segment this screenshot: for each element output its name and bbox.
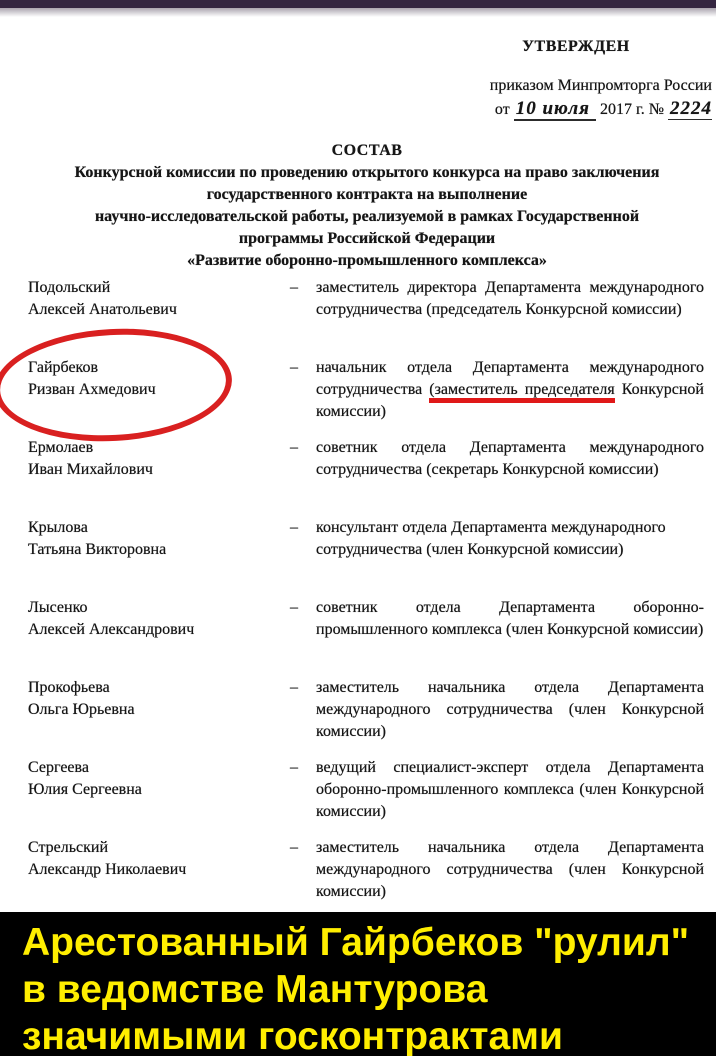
member-surname: Ермолаев (28, 439, 94, 456)
date-line (440, 98, 712, 121)
member-role-text: начальник отдела Департамента международного сотрудничества (316, 359, 704, 398)
date-prefix: от (494, 101, 510, 118)
member-surname: Гайрбеков (28, 359, 99, 376)
member-role: консультант отдела Департамента международного сотрудничества (член Конкурсной комиссии) (316, 519, 666, 558)
member-given-names: Татьяна Викторовна (28, 541, 167, 558)
scanned-document (0, 16, 716, 912)
member-surname: Подольский (28, 279, 111, 296)
member-row (28, 757, 706, 823)
title-heading: СОСТАВ (331, 142, 403, 159)
member-dash: – (290, 759, 298, 776)
member-row (28, 357, 706, 423)
handwritten-date: 10 июля (514, 98, 596, 121)
caption-line: значимыми госконтрактами (22, 1015, 563, 1056)
order-line: приказом Минпромторга России (489, 77, 712, 94)
top-border-bar (0, 0, 716, 8)
member-role-text: Конкурсной комиссии) (316, 381, 704, 420)
member-given-names: Алексей Анатольевич (28, 301, 177, 318)
member-surname: Лысенко (28, 599, 88, 616)
members-list (28, 277, 706, 903)
member-dash: – (290, 439, 298, 456)
member-name (28, 757, 290, 823)
member-given-names: Александр Николаевич (28, 861, 187, 878)
member-row (28, 837, 706, 903)
member-surname: Крылова (28, 519, 88, 536)
member-given-names: Ризван Ахмедович (28, 381, 156, 398)
caption-line: Арестованный Гайрбеков "рулил" (22, 921, 690, 964)
member-row (28, 517, 706, 583)
member-name (28, 277, 290, 343)
document-title (28, 140, 706, 272)
member-surname: Прокофьева (28, 679, 110, 696)
title-line: Конкурсной комиссии по проведению открытого конкурса на право заключения (74, 164, 660, 181)
caption-banner (0, 912, 716, 1056)
member-surname: Стрельский (28, 839, 109, 856)
member-role: советник отдела Департамента международного сотрудничества (секретарь Конкурсной комиссии) (316, 439, 704, 478)
approved-label: УТВЕРЖДЕН (522, 38, 630, 55)
caption-line: в ведомстве Мантурова (22, 968, 488, 1011)
red-underline-annotation: (заместитель председателя (429, 381, 615, 403)
member-name (28, 437, 290, 503)
member-name (28, 677, 290, 743)
member-name (28, 837, 290, 903)
title-line: программы Российской Федерации (238, 230, 496, 247)
approval-block (440, 36, 712, 121)
title-line: государственного контракта на выполнение (206, 186, 528, 203)
member-dash: – (290, 679, 298, 696)
member-name (28, 597, 290, 663)
date-suffix: 2017 г. № (599, 101, 664, 118)
title-line: научно-исследовательской работы, реализуемой в рамках Государственной (94, 208, 640, 225)
member-role: ведущий специалист-эксперт отдела Департамента оборонно-промышленного комплекса (член Конкурсной комиссии) (316, 759, 704, 820)
member-role: заместитель директора Департамента международного сотрудничества (председатель Конкурсной комиссии) (316, 279, 704, 318)
member-dash: – (290, 279, 298, 296)
member-given-names: Ольга Юрьевна (28, 701, 135, 718)
member-role: заместитель начальника отдела Департамента международного сотрудничества (член Конкурсной комиссии) (316, 679, 704, 740)
member-given-names: Алексей Александрович (28, 621, 195, 638)
member-row (28, 677, 706, 743)
member-surname: Сергеева (28, 759, 89, 776)
handwritten-number: 2224 (670, 98, 712, 119)
member-role: заместитель начальника отдела Департамента международного сотрудничества (член Конкурсной комиссии) (316, 839, 704, 900)
member-row (28, 277, 706, 343)
member-row (28, 437, 706, 503)
member-dash: – (290, 599, 298, 616)
member-given-names: Юлия Сергеевна (28, 781, 142, 798)
member-name (28, 357, 290, 423)
member-given-names: Иван Михайлович (28, 461, 153, 478)
member-dash: – (290, 519, 298, 536)
member-name (28, 517, 290, 583)
member-row (28, 597, 706, 663)
member-dash: – (290, 839, 298, 856)
title-line: «Развитие оборонно-промышленного комплекса» (187, 252, 547, 269)
member-dash: – (290, 359, 298, 376)
member-role (316, 357, 706, 423)
member-role: советник отдела Департамента оборонно-промышленного комплекса (член Конкурсной комиссии) (316, 599, 704, 638)
